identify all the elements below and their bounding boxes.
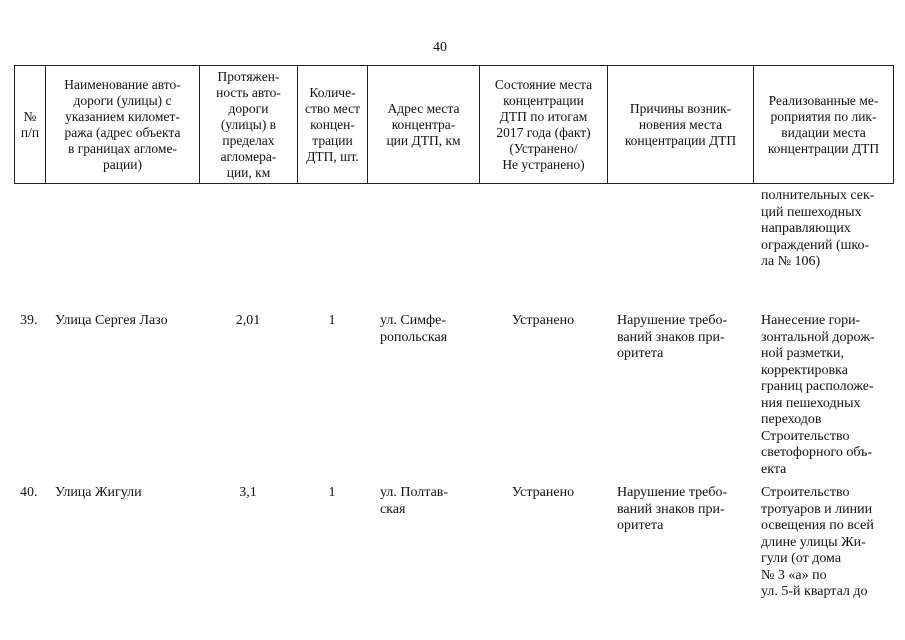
measures: Строительство тротуаров и линии освещения по всей длине улицы Жи- гули (от дома № 3 «а» по ул. 5-й квартал до bbox=[761, 485, 874, 599]
header-count: Количе- ство мест концен- трации ДТП, шт. bbox=[304, 84, 361, 164]
road-name: Улица Сергея Лазо bbox=[55, 313, 168, 328]
page-number: 40 bbox=[433, 40, 447, 55]
status: Устранено bbox=[511, 313, 575, 328]
road-length: 2,01 bbox=[235, 313, 261, 328]
header-number: № п/п bbox=[20, 108, 40, 140]
continuation-measures: полнительных сек- ций пешеходных направляющих ограждений (шко- ла № 106) bbox=[761, 188, 875, 269]
header-length: Протяжен- ность авто- дороги (улицы) в пределах агломера- ции, км bbox=[216, 68, 281, 180]
accident-count: 1 bbox=[328, 485, 336, 500]
table-header bbox=[14, 65, 894, 184]
road-name: Улица Жигули bbox=[55, 485, 142, 500]
row-number: 39. bbox=[20, 313, 38, 328]
header-measures: Реализованные ме- роприятия по лик- видации места концентрации ДТП bbox=[767, 92, 880, 156]
header-road-name: Наименование авто- дороги (улицы) с указанием километ- ража (адрес объекта в границах агломе- рации) bbox=[64, 76, 181, 172]
header-address: Адрес места концентра- ции ДТП, км bbox=[386, 100, 461, 148]
status: Устранено bbox=[511, 485, 575, 500]
road-length: 3,1 bbox=[239, 485, 257, 500]
accident-address: ул. Симфе- ропольская bbox=[380, 313, 448, 345]
cause: Нарушение требо- ваний знаков при- оритета bbox=[617, 485, 728, 533]
cause: Нарушение требо- ваний знаков при- оритета bbox=[617, 313, 728, 361]
header-cause: Причины возник- новения места концентрации ДТП bbox=[624, 100, 737, 148]
accident-count: 1 bbox=[328, 313, 336, 328]
measures: Нанесение гори- зонтальной дорож- ной разметки, корректировка границ расположе- ния пешеходных переходов Строительство светофорного объ- екта bbox=[761, 313, 875, 477]
accident-address: ул. Полтав- ская bbox=[380, 485, 449, 517]
row-number: 40. bbox=[20, 485, 38, 500]
header-status: Состояние места концентрации ДТП по итогам 2017 года (факт) (Устранено/ Не устранено) bbox=[494, 76, 593, 172]
